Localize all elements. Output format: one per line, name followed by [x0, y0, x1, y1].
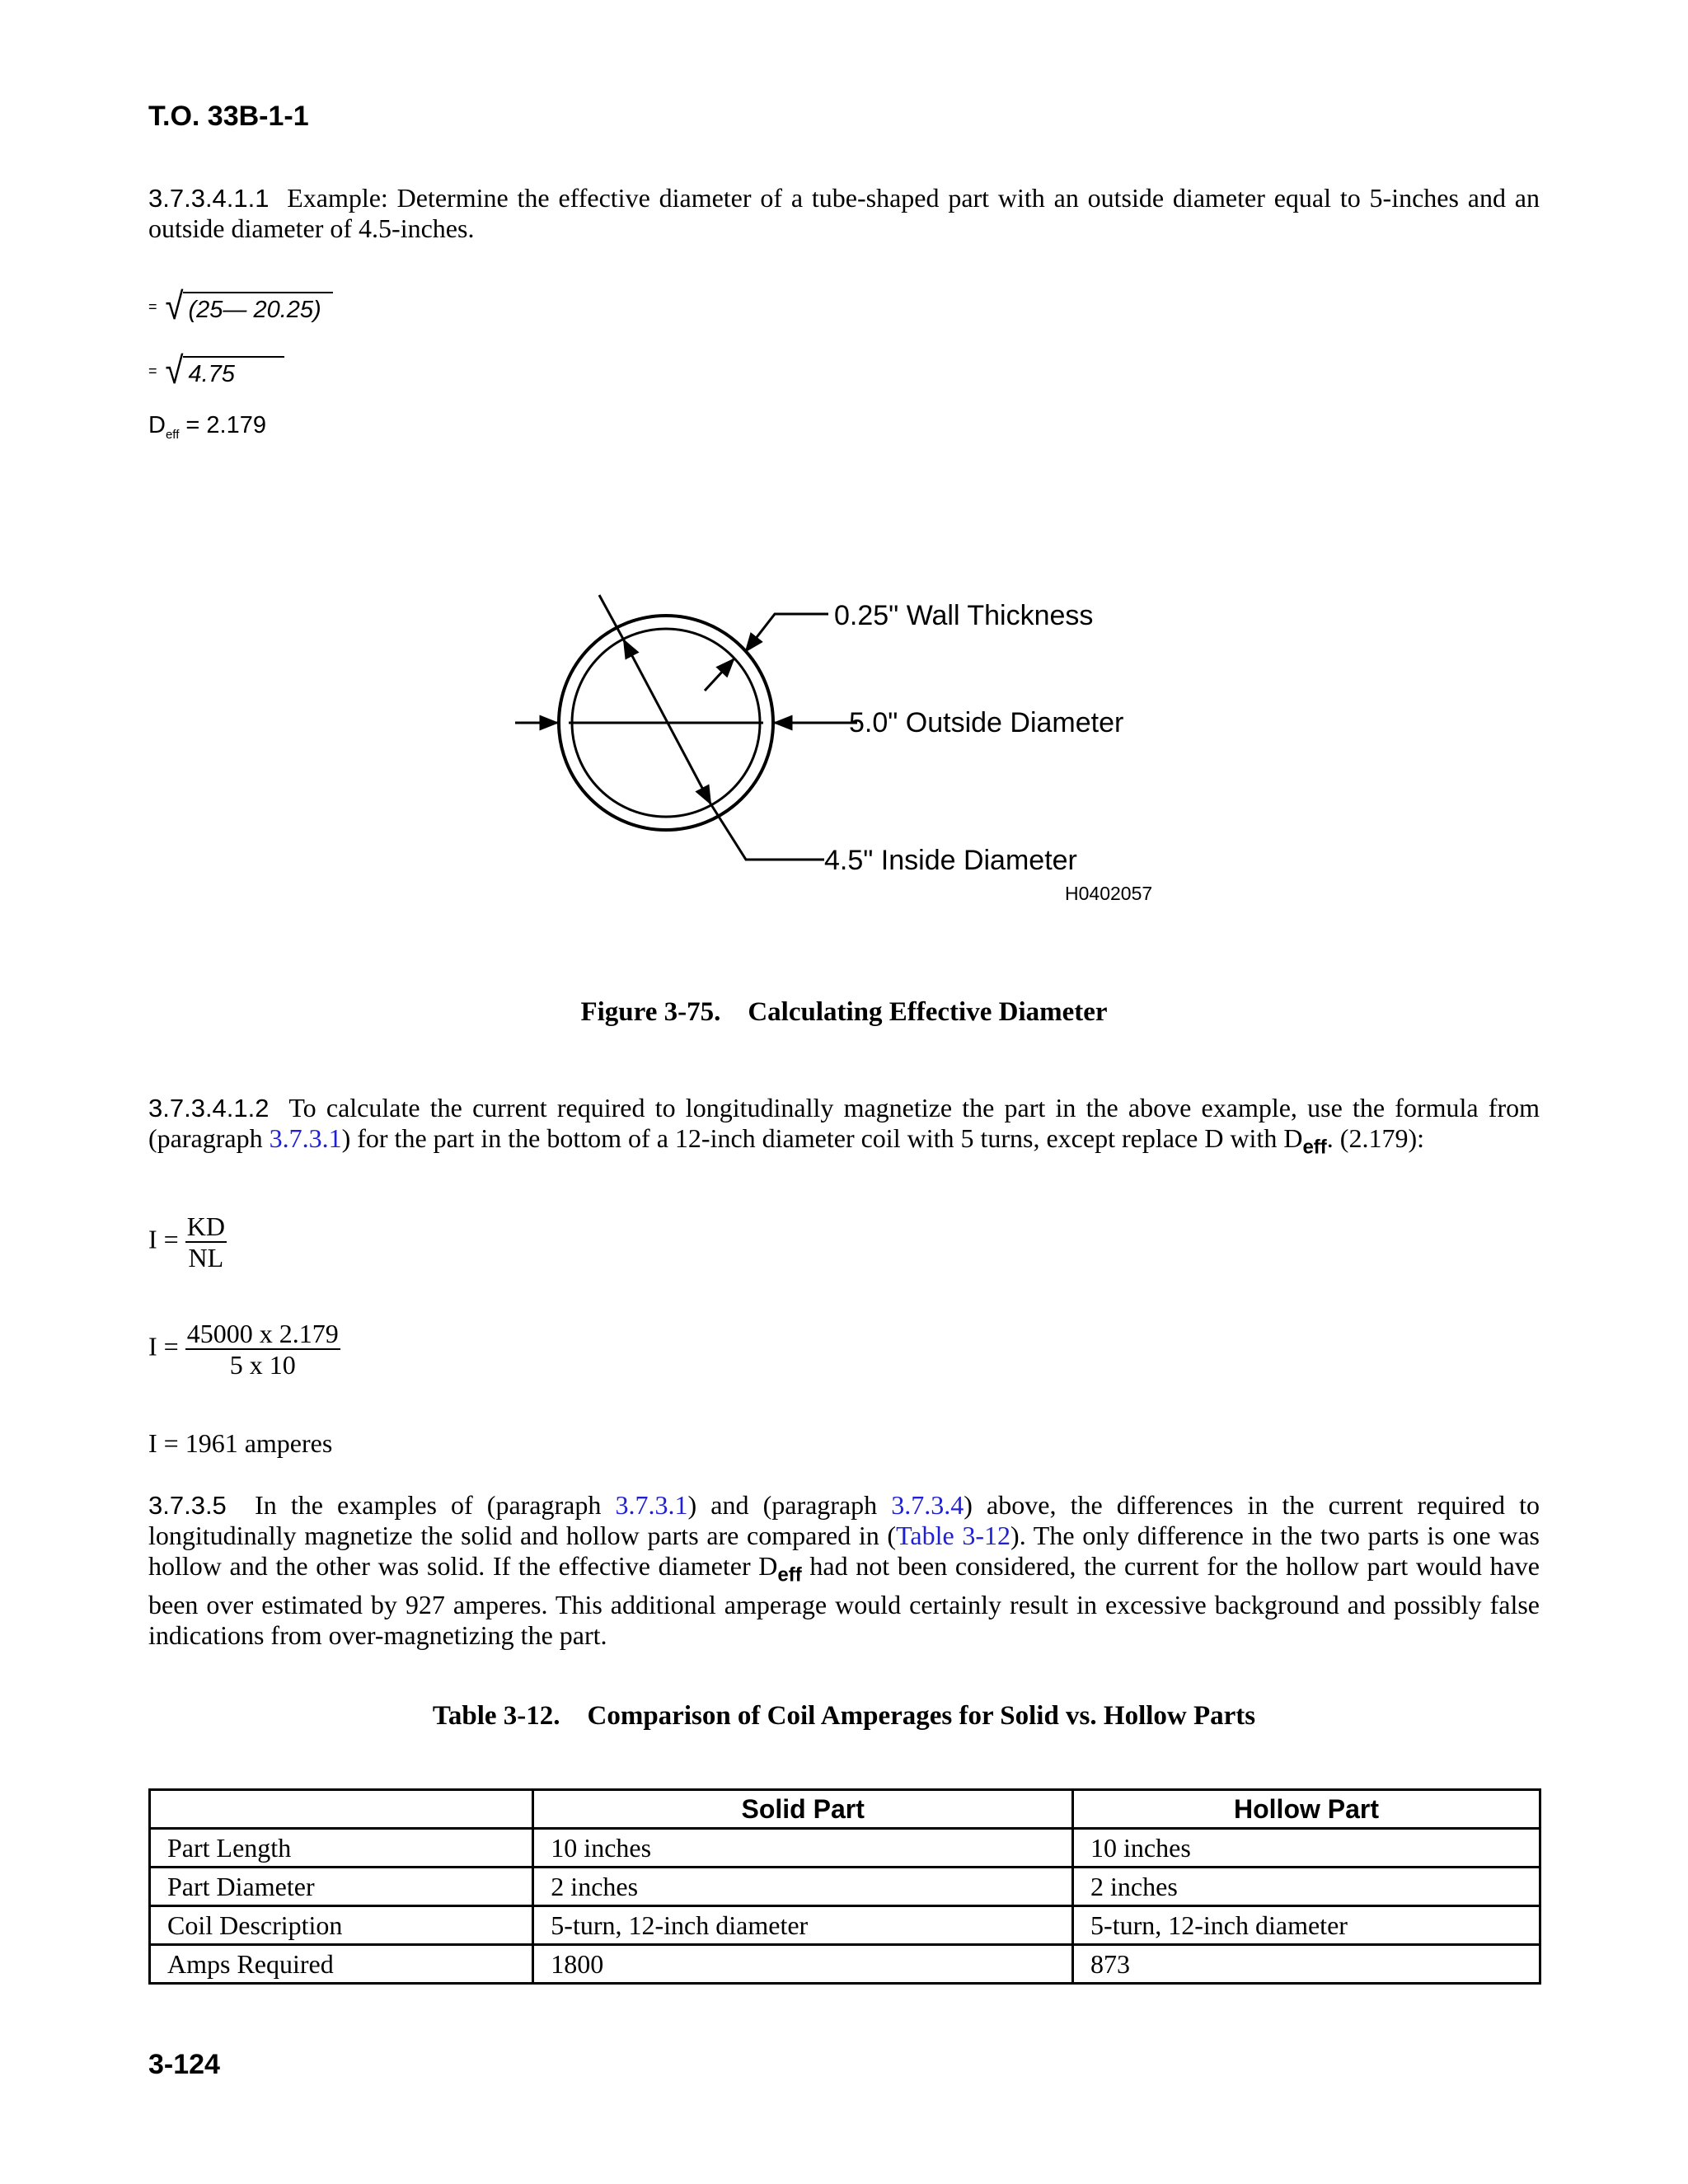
figure-caption	[0, 997, 1688, 1028]
table-caption	[0, 1701, 1688, 1732]
table-cell: 5-turn, 12-inch diameter	[1073, 1906, 1540, 1945]
paragraph-text: Example: Determine the effective diameter of a tube-shaped part with an outside diameter equal to 5-inches and an outside diameter of 4.5-inches.	[148, 183, 1540, 243]
inside-diameter-extension	[599, 595, 624, 640]
wall-thickness-label: 0.25" Wall Thickness	[834, 600, 1094, 631]
table-cell: 2 inches	[1073, 1868, 1540, 1906]
table-row	[150, 1906, 1540, 1945]
equals-sign: =	[148, 363, 157, 379]
fraction: $\frac{KD}{NL}$	[186, 1212, 225, 1272]
link-paragraph-3-7-3-1[interactable]: 3.7.3.1	[615, 1490, 688, 1520]
deff-symbol: $D_{eff}$	[148, 412, 180, 442]
table-cell: Part Diameter	[150, 1868, 533, 1906]
table-title: Comparison of Coil Amperages for Solid vs. Hollow Parts	[587, 1701, 1256, 1731]
equals-sign: =	[148, 298, 157, 315]
formula-kd-nl: I = $\frac{KD}{NL}$	[148, 1212, 225, 1272]
page-number: 3-124	[148, 2049, 220, 2080]
table-cell: 5-turn, 12-inch diameter	[533, 1906, 1073, 1945]
table-cell: 10 inches	[533, 1829, 1073, 1868]
radicand: (25— 20.25)	[183, 292, 332, 324]
table-cell: Amps Required	[150, 1945, 533, 1984]
table-cell: Coil Description	[150, 1906, 533, 1945]
table-row	[150, 1945, 1540, 1984]
comparison-table	[148, 1788, 1541, 1985]
paragraph-number: 3.7.3.5	[148, 1491, 227, 1520]
table-cell: 873	[1073, 1945, 1540, 1984]
formula-substituted: I = $\frac{45000 x 2.179}{5 x 10}$	[148, 1319, 339, 1380]
link-table-3-12[interactable]: Table 3-12	[896, 1521, 1011, 1550]
paragraph-3-7-3-5: 3.7.3.5 In the examples of (paragraph 3.7.3.1) and (paragraph 3.7.3.4) above, the differences in the current required to longitudinally magnetize the solid and hollow parts are compared in (Table 3-12). The only difference in the two parts is one was hollow and the other was solid. If the effective diameter $D_{eff}$ had not been considered, the current for the hollow part would have been over estimated by 927 amperes. This additional amperage would certainly result in excessive background and possibly false indications from over-magnetizing the part.	[148, 1490, 1540, 1651]
figure-number: Figure 3-75.	[580, 997, 721, 1027]
figure-code: H0402057	[1065, 883, 1153, 904]
link-paragraph-3-7-3-4[interactable]: 3.7.3.4	[891, 1490, 964, 1520]
table-cell: 1800	[533, 1945, 1073, 1984]
wall-thickness-arrow	[705, 659, 734, 691]
table-header-cell	[150, 1790, 533, 1829]
table-number: Table 3-12.	[432, 1701, 560, 1731]
deff-value: = 2.179	[185, 412, 266, 438]
figure-title: Calculating Effective Diameter	[748, 997, 1108, 1027]
radical-icon: √	[165, 285, 184, 328]
table-header-cell: Hollow Part	[1073, 1790, 1540, 1829]
formula-result: I = 1961 amperes	[148, 1428, 333, 1458]
table-row	[150, 1868, 1540, 1906]
inside-diameter-label: 4.5" Inside Diameter	[824, 845, 1077, 876]
document-id-header: T.O. 33B-1-1	[148, 101, 309, 132]
radicand: 4.75	[183, 356, 284, 388]
fraction: $\frac{45000 x 2.179}{5 x 10}$	[186, 1319, 339, 1380]
table-row	[150, 1829, 1540, 1868]
table-cell: 2 inches	[533, 1868, 1073, 1906]
table-cell: Part Length	[150, 1829, 533, 1868]
paragraph-number: 3.7.3.4.1.2	[148, 1094, 270, 1122]
radical-icon: √	[165, 349, 184, 392]
link-paragraph-3-7-3-1[interactable]: 3.7.3.1	[269, 1123, 342, 1153]
effective-diameter-figure	[0, 0, 1688, 948]
table-header-row	[150, 1790, 1540, 1829]
wall-thickness-leader	[746, 614, 828, 651]
paragraph-3-7-3-4-1-2: 3.7.3.4.1.2 To calculate the current required to longitudinally magnetize the part in the above example, use the formula from (paragraph 3.7.3.1) for the part in the bottom of a 12-inch diameter coil with 5 turns, except replace D with $D_{eff}$. (2.179):	[148, 1093, 1540, 1159]
paragraph-number: 3.7.3.4.1.1	[148, 184, 270, 213]
table-cell: 10 inches	[1073, 1829, 1540, 1868]
outside-diameter-label: 5.0" Outside Diameter	[849, 707, 1124, 738]
table-header-cell: Solid Part	[533, 1790, 1073, 1829]
